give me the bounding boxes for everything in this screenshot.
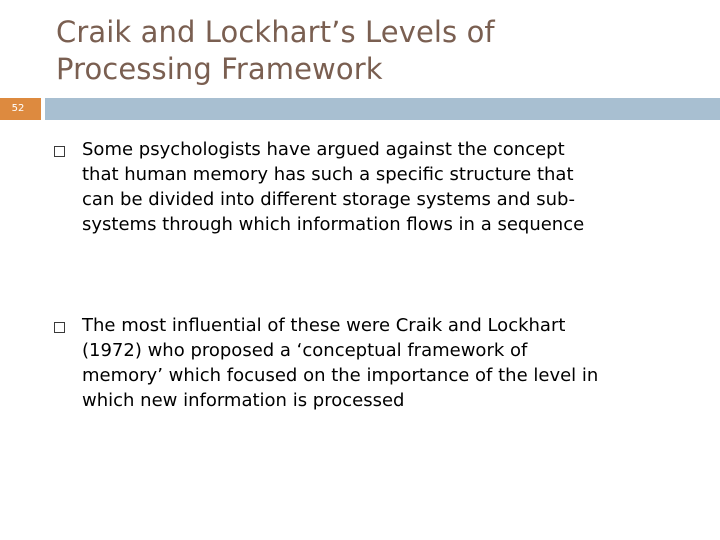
slide-title-line: Processing Framework xyxy=(56,52,383,86)
slide-title xyxy=(56,14,656,88)
bullet-line: that human memory has such a specific structure that xyxy=(82,164,574,185)
slide-number: 52 xyxy=(11,103,25,114)
square-bullet-icon xyxy=(54,146,65,157)
bullet-line: memory’ which focused on the importance of the level in xyxy=(82,365,599,386)
bullet-line: Some psychologists have argued against the concept xyxy=(82,139,565,160)
slide-title-line: Craik and Lockhart’s Levels of xyxy=(56,15,495,49)
bullet-line: which new information is processed xyxy=(82,390,405,411)
bullet-text xyxy=(82,313,694,413)
bullet-line: can be divided into different storage systems and sub- xyxy=(82,189,575,210)
bullet-line: The most influential of these were Craik and Lockhart xyxy=(82,315,566,336)
bullet-text xyxy=(82,137,694,237)
square-bullet-icon xyxy=(54,322,65,333)
bullet-line: (1972) who proposed a ‘conceptual framework of xyxy=(82,340,528,361)
title-band xyxy=(45,98,720,120)
bullet-line: systems through which information flows in a sequence xyxy=(82,214,585,235)
